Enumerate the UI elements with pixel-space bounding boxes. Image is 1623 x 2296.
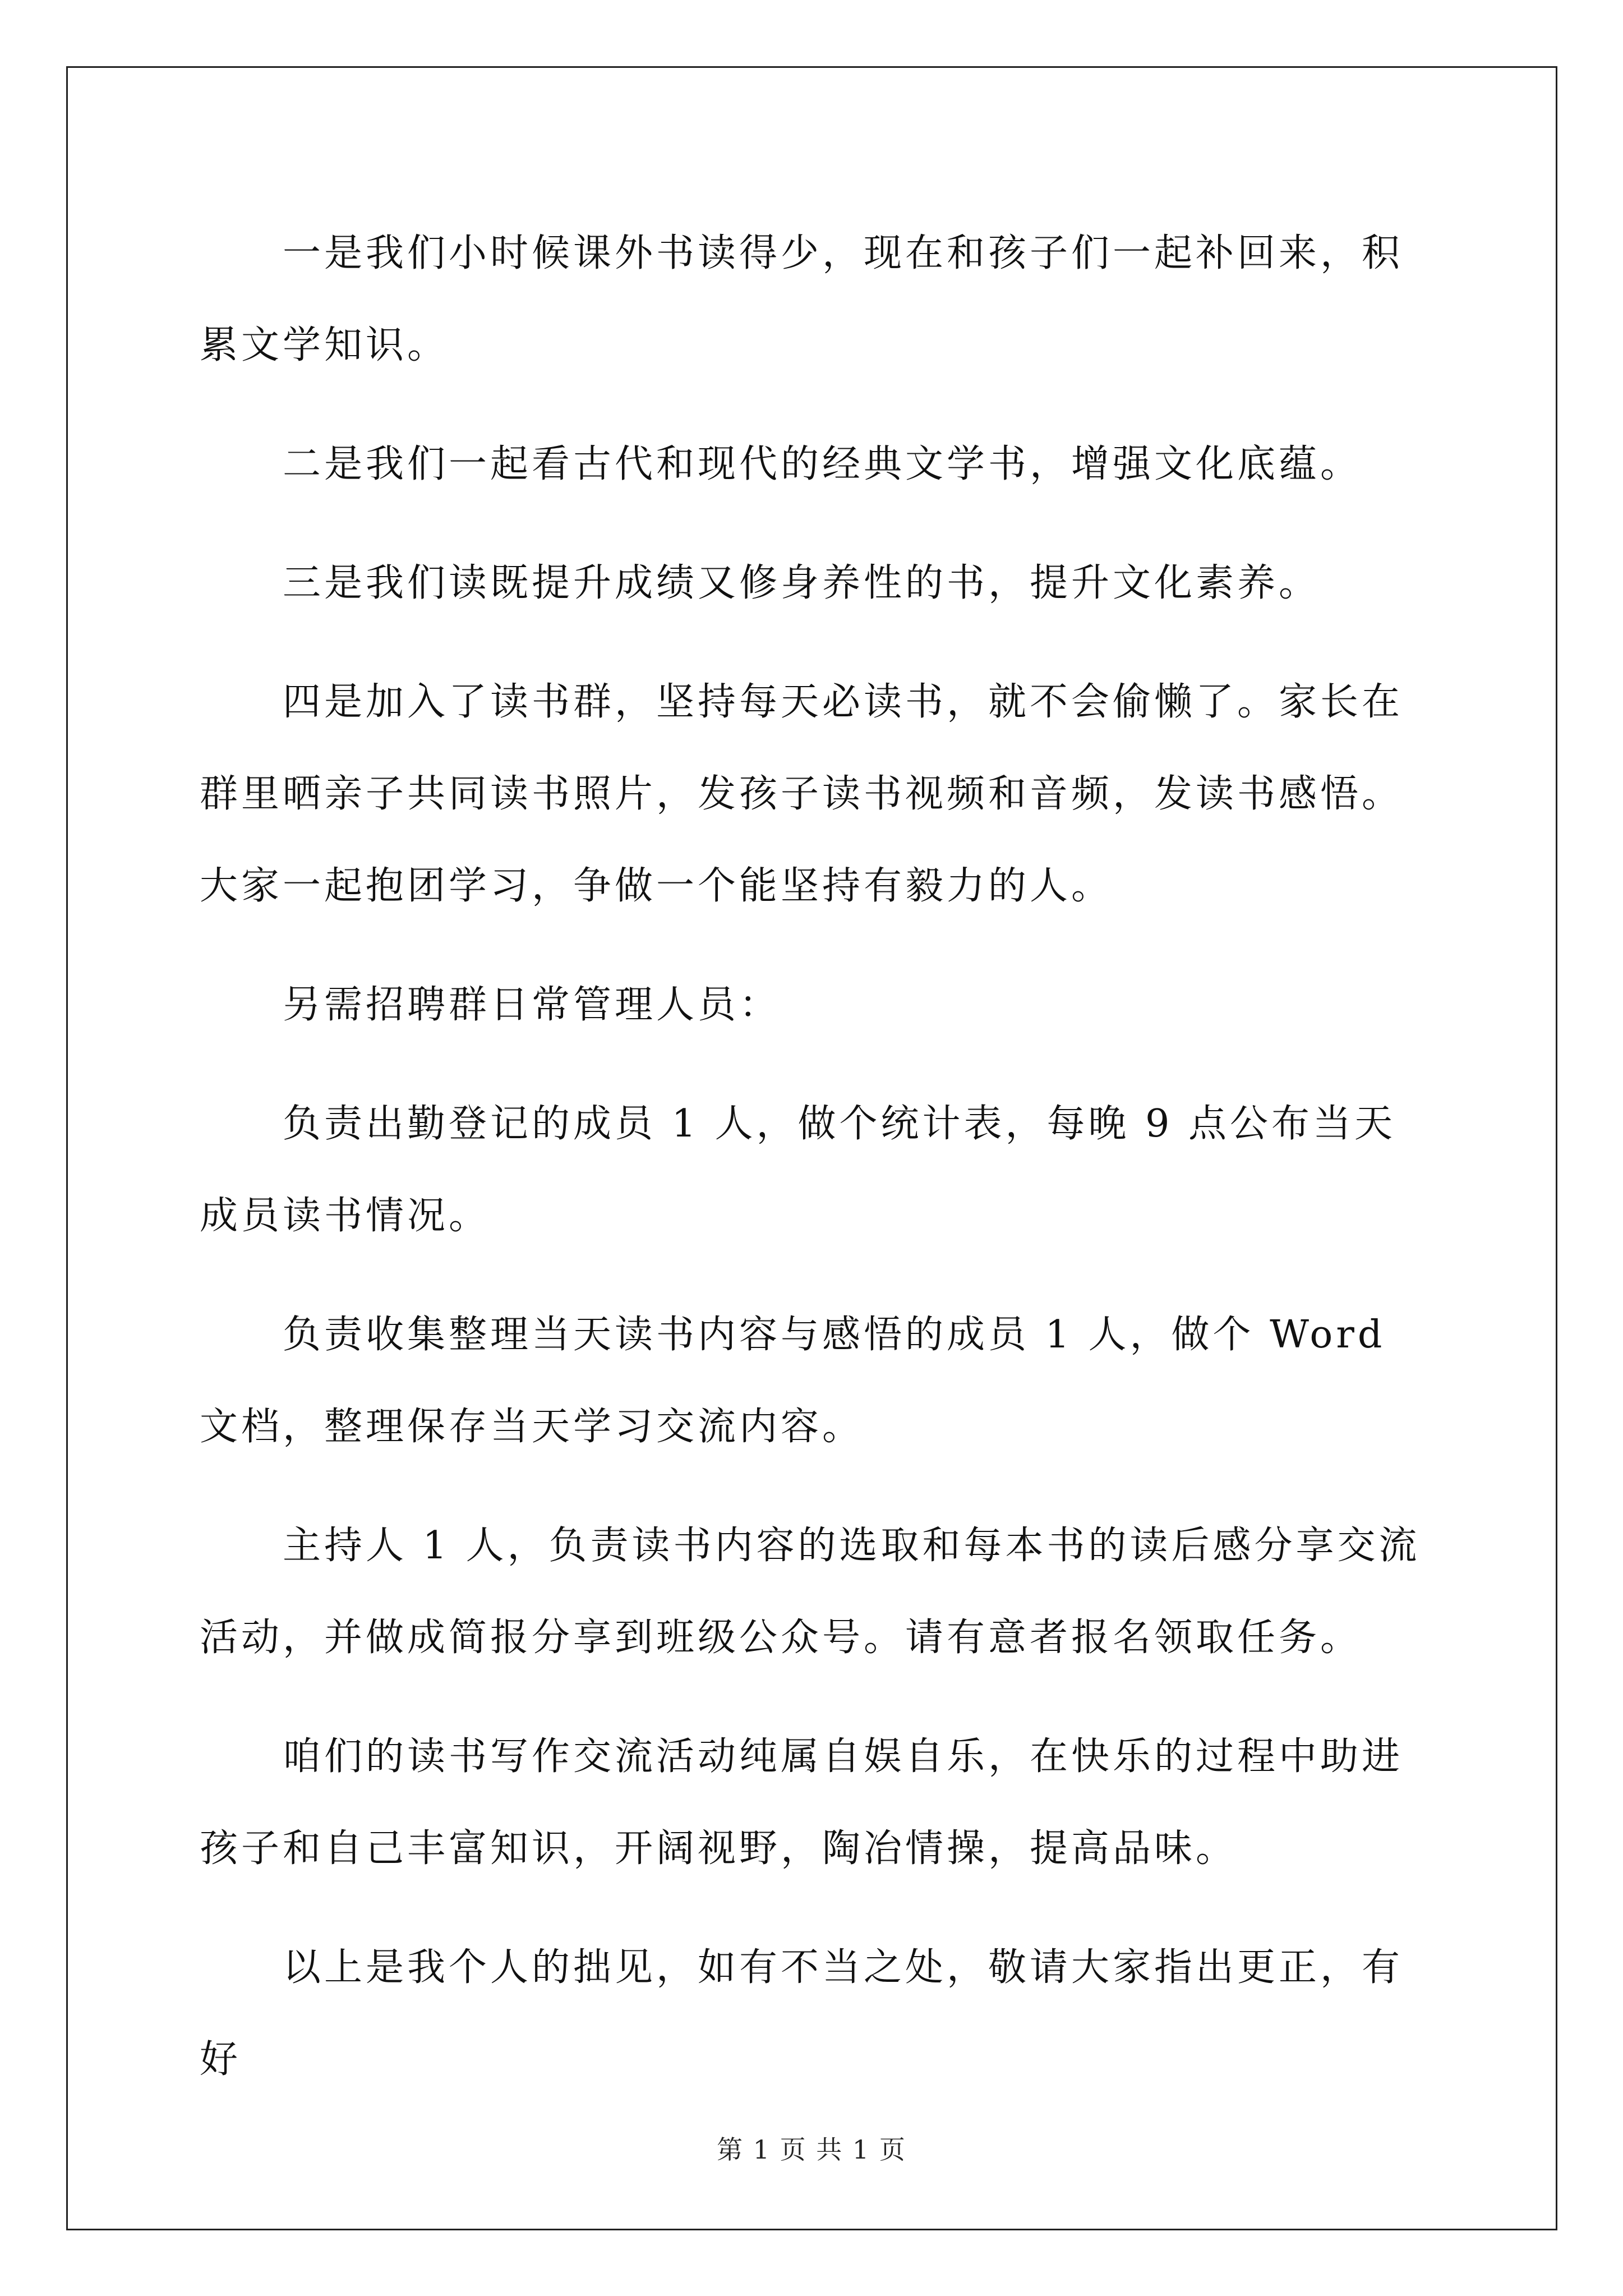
paragraph-8: 主持人 1 人，负责读书内容的选取和每本书的读后感分享交流活动，并做成简报分享到班级公众号。请有意者报名领取任务。: [200, 1524, 1421, 1660]
paragraph-9: 咱们的读书写作交流活动纯属自娱自乐，在快乐的过程中助进孩子和自己丰富知识，开阔视野，陶冶情操，提高品味。: [200, 1734, 1404, 1871]
paragraph-7: 负责收集整理当天读书内容与感悟的成员 1 人，做个 Word 文档，整理保存当天学习交流内容。: [200, 1313, 1386, 1449]
page-footer: 第 1 页 共 1 页: [717, 2134, 906, 2165]
paragraph-6: 负责出勤登记的成员 1 人，做个统计表，每晚 9 点公布当天成员读书情况。: [200, 1102, 1396, 1238]
paragraph-2: 二是我们一起看古代和现代的经典文学书，增强文化底蕴。: [283, 442, 1362, 486]
paragraph-4: 四是加入了读书群，坚持每天必读书，就不会偷懒了。家长在群里晒亲子共同读书照片，发孩子读书视频和音频，发读书感悟。大家一起抱团学习，争做一个能坚持有毅力的人。: [200, 680, 1404, 908]
paragraph-5: 另需招聘群日常管理人员：: [283, 983, 781, 1027]
document-body: [200, 208, 1436, 2133]
paragraph-10: 以上是我个人的拙见，如有不当之处，敬请大家指出更正，有好: [200, 1945, 1404, 2082]
paragraph-1: 一是我们小时候课外书读得少，现在和孩子们一起补回来，积累文学知识。: [200, 231, 1404, 367]
paragraph-3: 三是我们读既提升成绩又修身养性的书，提升文化素养。: [283, 561, 1321, 605]
